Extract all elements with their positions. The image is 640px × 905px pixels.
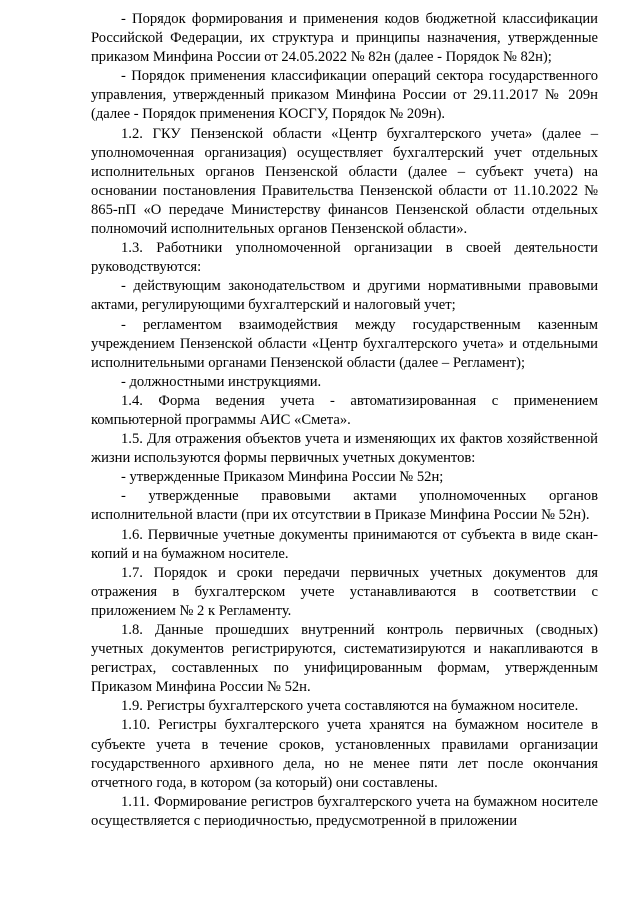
paragraph-1-10: 1.10. Регистры бухгалтерского учета хранятся на бумажном носителе в субъекте учета в течение сроков, установленных правилами организации государственного архивного дела, но не менее пяти лет после окончания отчетного года, в котором (за который) они составлены. [91, 717, 598, 791]
paragraph-1-3: 1.3. Работники уполномоченной организации в своей деятельности руководствуются: [91, 240, 598, 276]
paragraph-1-6: 1.6. Первичные учетные документы принимаются от субъекта в виде скан-копий и на бумажном носителе. [91, 526, 598, 562]
list-item-regulation: - регламентом взаимодействия между государственным казенным учреждением Пензенской области «Центр бухгалтерского учета» и отдельными исполнительными органами Пензенской области (далее – Регламент); [91, 316, 598, 371]
paragraph-kosgu-order: - Порядок применения классификации операций сектора государственного управления, утвержденный приказом Минфина России от 29.11.2017 № 209н (далее - Порядок применения КОСГУ, Порядок № 209н). [91, 68, 598, 123]
paragraph-1-2: 1.2. ГКУ Пензенской области «Центр бухгалтерского учета» (далее – уполномоченная организация) осуществляет бухгалтерский учет отдельных исполнительных органов Пензенской области (далее – субъект учета) на основании постановления Правительства Пензенской области от 11.10.2022 № 865-пП «О передаче Министерству финансов Пензенской области отдельных полномочий исполнительных органов Пензенской области». [91, 125, 598, 238]
paragraph-1-4: 1.4. Форма ведения учета - автоматизированная с применением компьютерной программы АИС «Смета». [91, 392, 598, 428]
list-item-job-instructions: - должностными инструкциями. [121, 373, 322, 390]
paragraph-1-8: 1.8. Данные прошедших внутренний контроль первичных (сводных) учетных документов регистрируются, систематизируются и накапливаются в регистрах, составленных по унифицированным формам, утвержденным Приказом Минфина России № 52н. [91, 622, 598, 696]
list-item-legal-acts: - утвержденные правовыми актами уполномоченных органов исполнительной власти (при их отсутствии в Приказе Минфина России № 52н). [91, 488, 598, 524]
paragraph-1-5: 1.5. Для отражения объектов учета и изменяющих их фактов хозяйственной жизни используются формы первичных учетных документов: [91, 431, 598, 467]
list-item-legislation: - действующим законодательством и другими нормативными правовыми актами, регулирующими бухгалтерский и налоговый учет; [91, 278, 598, 314]
paragraph-1-11: 1.11. Формирование регистров бухгалтерского учета на бумажном носителе осуществляется с периодичностью, предусмотренной в приложении [91, 793, 598, 829]
paragraph-budget-classification: - Порядок формирования и применения кодов бюджетной классификации Российской Федерации, их структура и принципы назначения, утвержденные приказом Минфина России от 24.05.2022 № 82н (далее - Порядок № 82н); [91, 11, 598, 66]
paragraph-1-9: 1.9. Регистры бухгалтерского учета составляются на бумажном носителе. [121, 698, 579, 715]
list-item-order-52n: - утвержденные Приказом Минфина России № 52н; [121, 469, 444, 486]
paragraph-1-7: 1.7. Порядок и сроки передачи первичных учетных документов для отражения в бухгалтерском учете устанавливаются в соответствии с приложением № 2 к Регламенту. [91, 564, 598, 619]
